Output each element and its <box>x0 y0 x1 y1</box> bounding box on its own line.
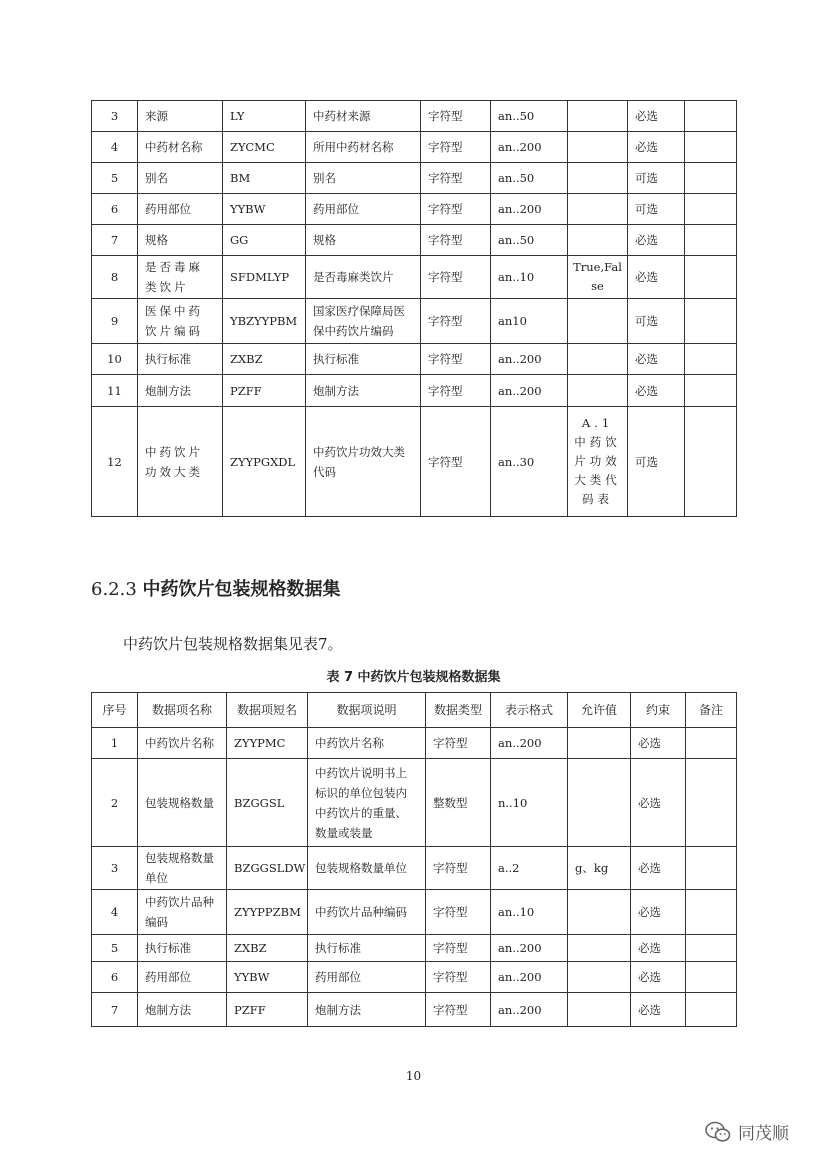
cell-format: an..50 <box>491 163 568 194</box>
cell-short: GG <box>223 225 306 256</box>
cell-desc: 是否毒麻类饮片 <box>306 256 421 299</box>
cell-no: 11 <box>92 375 138 407</box>
cell-constraint: 可选 <box>628 194 685 225</box>
header-note: 备注 <box>686 693 737 728</box>
cell-type: 字符型 <box>421 375 491 407</box>
cell-constraint: 必选 <box>631 759 686 847</box>
table-row <box>92 993 737 1027</box>
cell-name: 中药饮片功效大类 <box>138 407 223 517</box>
cell-name: 是否毒麻类饮片 <box>138 256 223 299</box>
cell-name: 包装规格数量单位 <box>138 847 227 890</box>
cell-name: 执行标准 <box>138 935 227 962</box>
cell-desc: 中药材来源 <box>306 101 421 132</box>
cell-desc: 药用部位 <box>306 194 421 225</box>
cell-desc: 炮制方法 <box>308 993 426 1027</box>
cell-constraint: 必选 <box>628 225 685 256</box>
cell-type: 字符型 <box>421 407 491 517</box>
cell-note <box>685 225 737 256</box>
cell-name: 药用部位 <box>138 194 223 225</box>
cell-format: an..200 <box>491 728 568 759</box>
cell-allowed: A.1 中药饮片功效大类代码表 <box>568 407 628 517</box>
cell-allowed <box>568 163 628 194</box>
cell-type: 字符型 <box>421 101 491 132</box>
table-row <box>92 890 737 935</box>
table-row <box>92 344 737 375</box>
cell-name: 别名 <box>138 163 223 194</box>
cell-name: 炮制方法 <box>138 993 227 1027</box>
cell-constraint: 必选 <box>631 962 686 993</box>
cell-note <box>685 344 737 375</box>
cell-note <box>686 847 737 890</box>
data-table-continued <box>91 100 737 517</box>
cell-format: an..200 <box>491 375 568 407</box>
cell-name: 中药材名称 <box>138 132 223 163</box>
cell-short: PZFF <box>223 375 306 407</box>
cell-type: 字符型 <box>426 890 491 935</box>
cell-no: 6 <box>92 962 138 993</box>
table-row <box>92 847 737 890</box>
table-row <box>92 962 737 993</box>
table-row <box>92 299 737 344</box>
cell-format: an..200 <box>491 194 568 225</box>
cell-note <box>685 299 737 344</box>
table-row <box>92 194 737 225</box>
header-desc: 数据项说明 <box>308 693 426 728</box>
cell-short: ZYCMC <box>223 132 306 163</box>
cell-short: BZGGSLDW <box>227 847 308 890</box>
cell-short: YYBW <box>223 194 306 225</box>
cell-allowed <box>568 132 628 163</box>
intro-paragraph: 中药饮片包装规格数据集见表7。 <box>123 635 343 653</box>
table-row <box>92 935 737 962</box>
cell-desc: 中药饮片功效大类代码 <box>306 407 421 517</box>
cell-constraint: 可选 <box>628 163 685 194</box>
cell-short: BZGGSL <box>227 759 308 847</box>
cell-desc: 中药饮片说明书上标识的单位包装内中药饮片的重量、数量或装量 <box>308 759 426 847</box>
cell-type: 字符型 <box>421 299 491 344</box>
cell-allowed <box>568 344 628 375</box>
cell-note <box>685 256 737 299</box>
cell-desc: 所用中药材名称 <box>306 132 421 163</box>
cell-type: 字符型 <box>426 962 491 993</box>
cell-desc: 中药饮片名称 <box>308 728 426 759</box>
cell-format: an..200 <box>491 962 568 993</box>
cell-name: 药用部位 <box>138 962 227 993</box>
cell-format: a..2 <box>491 847 568 890</box>
table-row <box>92 728 737 759</box>
cell-no: 10 <box>92 344 138 375</box>
cell-allowed <box>568 194 628 225</box>
cell-allowed <box>568 759 631 847</box>
cell-type: 字符型 <box>426 993 491 1027</box>
cell-no: 5 <box>92 935 138 962</box>
cell-constraint: 必选 <box>628 132 685 163</box>
header-no: 序号 <box>92 693 138 728</box>
cell-constraint: 必选 <box>631 993 686 1027</box>
cell-allowed <box>568 962 631 993</box>
table-row <box>92 132 737 163</box>
cell-format: an..10 <box>491 256 568 299</box>
cell-note <box>686 962 737 993</box>
cell-type: 字符型 <box>421 132 491 163</box>
cell-constraint: 必选 <box>628 375 685 407</box>
cell-type: 字符型 <box>426 935 491 962</box>
cell-note <box>685 163 737 194</box>
cell-no: 3 <box>92 847 138 890</box>
cell-short: BM <box>223 163 306 194</box>
cell-type: 字符型 <box>421 194 491 225</box>
cell-name: 炮制方法 <box>138 375 223 407</box>
cell-allowed <box>568 935 631 962</box>
wechat-icon <box>704 1121 732 1143</box>
cell-no: 12 <box>92 407 138 517</box>
watermark-text: 同茂顺 <box>738 1124 789 1144</box>
section-heading <box>91 575 341 601</box>
cell-desc: 国家医疗保障局医保中药饮片编码 <box>306 299 421 344</box>
cell-no: 7 <box>92 225 138 256</box>
cell-name: 规格 <box>138 225 223 256</box>
cell-type: 字符型 <box>421 163 491 194</box>
cell-constraint: 可选 <box>628 407 685 517</box>
cell-short: YBZYYPBM <box>223 299 306 344</box>
cell-note <box>686 759 737 847</box>
cell-allowed <box>568 728 631 759</box>
cell-name: 中药饮片名称 <box>138 728 227 759</box>
cell-constraint: 必选 <box>628 256 685 299</box>
cell-allowed <box>568 101 628 132</box>
cell-format: an..50 <box>491 225 568 256</box>
cell-note <box>685 194 737 225</box>
cell-note <box>685 132 737 163</box>
cell-type: 整数型 <box>426 759 491 847</box>
watermark <box>704 1119 789 1144</box>
cell-type: 字符型 <box>426 847 491 890</box>
cell-desc: 规格 <box>306 225 421 256</box>
cell-note <box>686 935 737 962</box>
cell-name: 中药饮片品种编码 <box>138 890 227 935</box>
table-row <box>92 163 737 194</box>
cell-format: n..10 <box>491 759 568 847</box>
cell-short: YYBW <box>227 962 308 993</box>
cell-format: an..200 <box>491 344 568 375</box>
header-constraint: 约束 <box>631 693 686 728</box>
cell-type: 字符型 <box>426 728 491 759</box>
cell-desc: 执行标准 <box>306 344 421 375</box>
cell-note <box>686 728 737 759</box>
cell-allowed: True,False <box>568 256 628 299</box>
table-row <box>92 225 737 256</box>
cell-type: 字符型 <box>421 225 491 256</box>
cell-desc: 包装规格数量单位 <box>308 847 426 890</box>
cell-note <box>685 375 737 407</box>
cell-format: an..200 <box>491 935 568 962</box>
cell-type: 字符型 <box>421 256 491 299</box>
cell-note <box>686 993 737 1027</box>
header-name: 数据项名称 <box>138 693 227 728</box>
cell-format: an..10 <box>491 890 568 935</box>
section-number: 6.2.3 <box>91 579 137 600</box>
cell-no: 4 <box>92 132 138 163</box>
table-header-row <box>92 693 737 728</box>
table-row <box>92 101 737 132</box>
cell-type: 字符型 <box>421 344 491 375</box>
cell-constraint: 必选 <box>631 890 686 935</box>
cell-constraint: 必选 <box>631 847 686 890</box>
packaging-spec-table <box>91 692 737 1027</box>
cell-desc: 药用部位 <box>308 962 426 993</box>
header-allowed: 允许值 <box>568 693 631 728</box>
cell-short: ZYYPGXDL <box>223 407 306 517</box>
cell-name: 执行标准 <box>138 344 223 375</box>
header-format: 表示格式 <box>491 693 568 728</box>
cell-short: ZXBZ <box>227 935 308 962</box>
section-title: 中药饮片包装规格数据集 <box>142 579 341 600</box>
cell-short: PZFF <box>227 993 308 1027</box>
cell-allowed <box>568 375 628 407</box>
cell-constraint: 必选 <box>628 344 685 375</box>
cell-no: 6 <box>92 194 138 225</box>
cell-name: 来源 <box>138 101 223 132</box>
table-row <box>92 256 737 299</box>
cell-no: 3 <box>92 101 138 132</box>
cell-short: SFDMLYP <box>223 256 306 299</box>
table-caption: 表 7 中药饮片包装规格数据集 <box>326 670 501 685</box>
cell-name: 医保中药饮片编码 <box>138 299 223 344</box>
cell-no: 7 <box>92 993 138 1027</box>
cell-no: 5 <box>92 163 138 194</box>
cell-desc: 别名 <box>306 163 421 194</box>
table-row <box>92 407 737 517</box>
cell-no: 1 <box>92 728 138 759</box>
header-short: 数据项短名 <box>227 693 308 728</box>
cell-format: an..200 <box>491 132 568 163</box>
cell-no: 9 <box>92 299 138 344</box>
cell-desc: 炮制方法 <box>306 375 421 407</box>
cell-format: an..50 <box>491 101 568 132</box>
page-number: 10 <box>405 1069 422 1083</box>
cell-allowed: g、kg <box>568 847 631 890</box>
table-row <box>92 759 737 847</box>
cell-constraint: 必选 <box>631 935 686 962</box>
cell-short: ZYYPPZBM <box>227 890 308 935</box>
cell-constraint: 可选 <box>628 299 685 344</box>
header-type: 数据类型 <box>426 693 491 728</box>
cell-name: 包装规格数量 <box>138 759 227 847</box>
cell-format: an..30 <box>491 407 568 517</box>
cell-no: 2 <box>92 759 138 847</box>
cell-short: ZXBZ <box>223 344 306 375</box>
cell-constraint: 必选 <box>631 728 686 759</box>
cell-format: an..200 <box>491 993 568 1027</box>
cell-allowed <box>568 993 631 1027</box>
cell-note <box>685 407 737 517</box>
cell-format: an10 <box>491 299 568 344</box>
cell-allowed <box>568 890 631 935</box>
cell-allowed <box>568 299 628 344</box>
cell-no: 8 <box>92 256 138 299</box>
cell-no: 4 <box>92 890 138 935</box>
table-row <box>92 375 737 407</box>
cell-note <box>686 890 737 935</box>
cell-allowed <box>568 225 628 256</box>
cell-constraint: 必选 <box>628 101 685 132</box>
cell-desc: 执行标准 <box>308 935 426 962</box>
cell-desc: 中药饮片品种编码 <box>308 890 426 935</box>
cell-short: LY <box>223 101 306 132</box>
cell-note <box>685 101 737 132</box>
cell-short: ZYYPMC <box>227 728 308 759</box>
